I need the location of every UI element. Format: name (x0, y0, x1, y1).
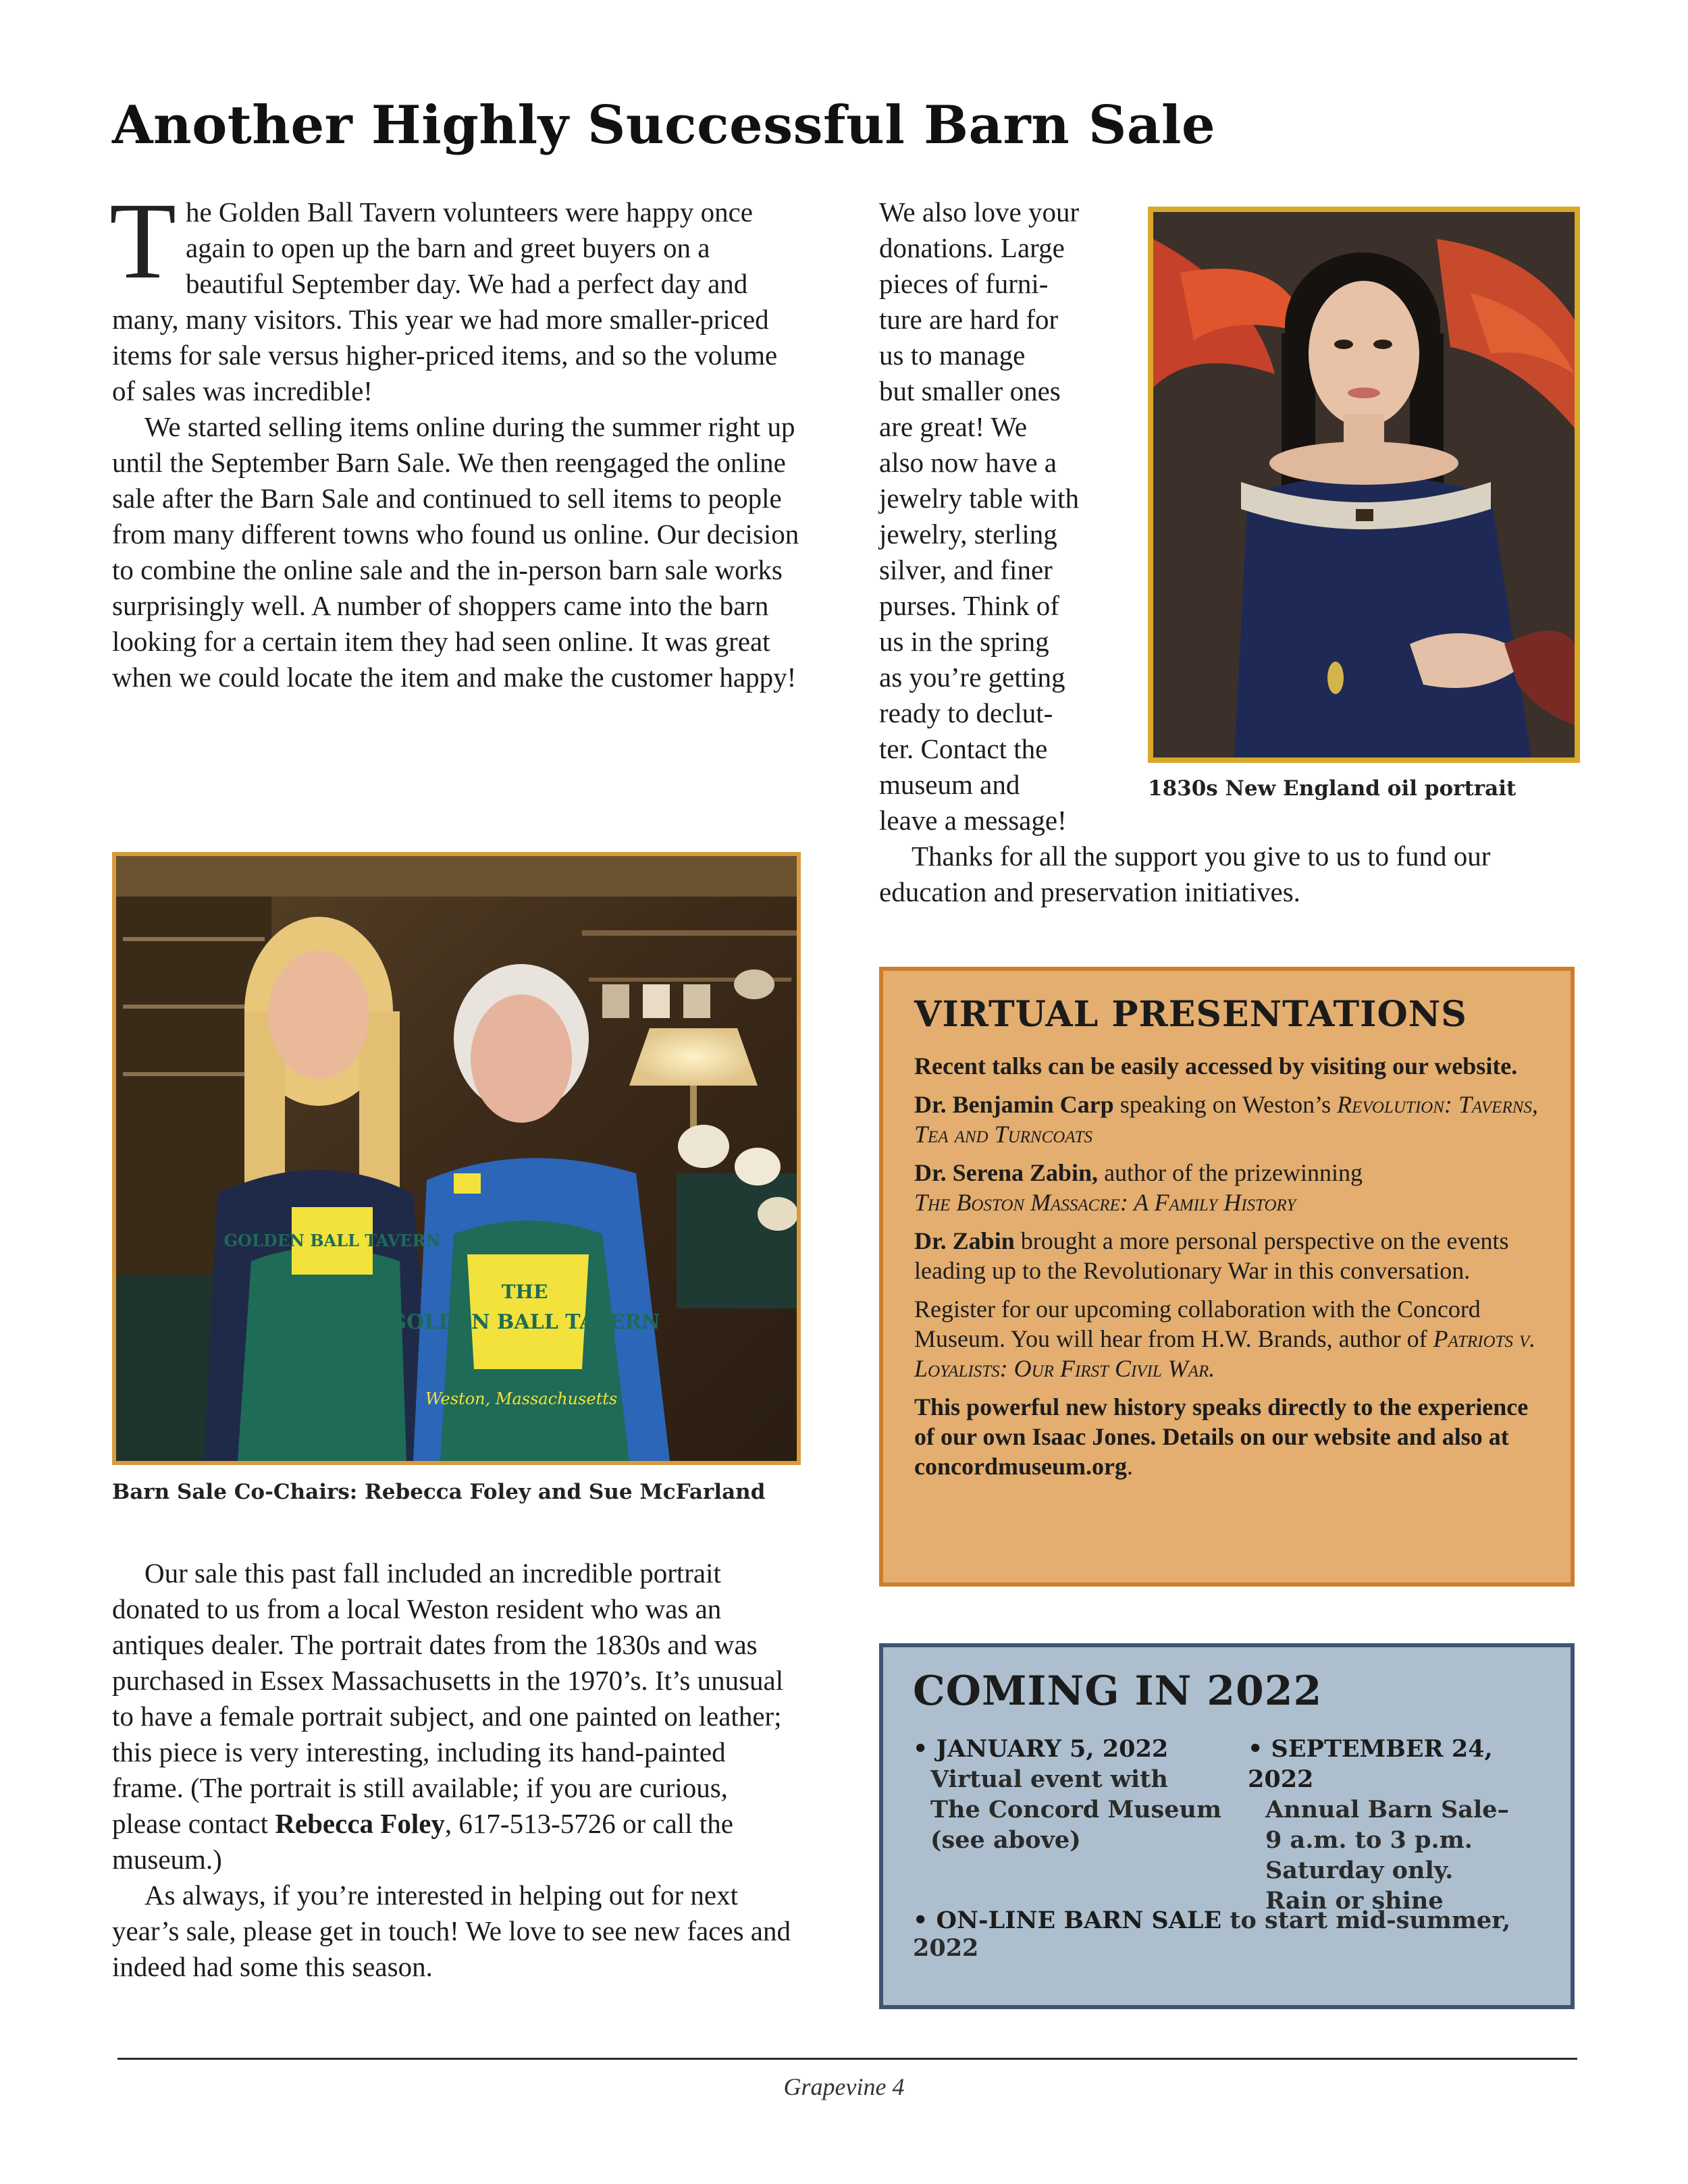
paragraph-2: We started selling items online during the summer right up until the September Barn Sale. We then reengaged the online sale after the Barn Sale and continued to sell items to people from many different towns who found us online. Our decision to combine the online sale and the in-person barn sale works surprisingly well. A number of shoppers came into the barn looking for a certain item they had seen online. It was great when we could locate the item and make the customer happy! (112, 411, 799, 693)
right-line: purses. Think of (879, 590, 1059, 621)
zabin2-text: brought a more personal perspective on the events leading up to the Revolutionary War in this conversation. (914, 1227, 1509, 1284)
coming-events (913, 1734, 1541, 1915)
event-line: The Concord Museum (930, 1796, 1221, 1823)
coming-heading: COMING IN 2022 (913, 1668, 1323, 1715)
right-line: ter. Contact the (879, 733, 1048, 764)
apron-right-top-text: THE (501, 1281, 548, 1303)
apron-right-text: GOLDEN BALL TAVERN (389, 1310, 660, 1334)
virtual-intro (914, 1051, 1539, 1081)
zabin2-name: Dr. Zabin (914, 1227, 1015, 1254)
right-line: jewelry, sterling (879, 518, 1057, 550)
paragraph-1 (109, 181, 803, 409)
right-line: also now have a (879, 447, 1057, 478)
final-entry (914, 1392, 1539, 1481)
co-chairs-photo (112, 852, 801, 1465)
portrait-illustration (1153, 212, 1575, 757)
zabin-book-title: The Boston Massacre: A Family History (914, 1189, 1296, 1216)
coming-2022-box (879, 1643, 1575, 2009)
photo-caption: Barn Sale Co-Chairs: Rebecca Foley and Sue McFarland (112, 1480, 766, 1504)
register-entry (914, 1294, 1539, 1383)
paragraph-4: As always, if you’re interested in helping out for next year’s sale, please get in touch! We love to see new faces and indeed had some this season. (112, 1880, 791, 1982)
zabin-detail (914, 1226, 1539, 1285)
right-line: ture are hard for (879, 304, 1059, 335)
paragraph-3 (112, 1555, 803, 1877)
event-date: • SEPTEMBER 24, 2022 (1248, 1735, 1493, 1793)
footer-divider (117, 2058, 1577, 2060)
event-line: (see above) (930, 1826, 1081, 1854)
virtual-heading: VIRTUAL PRESENTATIONS (914, 994, 1467, 1035)
zabin-entry (914, 1158, 1539, 1217)
right-line: donations. Large (879, 232, 1065, 263)
contact-name: Rebecca Foley (275, 1808, 445, 1839)
drop-cap: T (109, 181, 176, 302)
barn-photo-illustration (116, 856, 797, 1461)
paragraph-3-end: , 617-513-5726 or call the museum.) (112, 1808, 733, 1875)
carp-book-title: Revolution: Taverns, Tea and Turncoats (914, 1091, 1538, 1148)
right-line: pieces of furni- (879, 268, 1049, 299)
apron-town-text: Weston, Massachusetts (425, 1389, 618, 1408)
zabin-text: author of the prizewinning (1098, 1159, 1363, 1186)
event-line: 9 a.m. to 3 p.m. (1265, 1826, 1473, 1854)
event-line: Saturday only. (1265, 1857, 1454, 1884)
concord-museum-link[interactable]: concordmuseum.org (914, 1453, 1127, 1480)
event-september (1248, 1734, 1541, 1916)
online-sale-text: to start mid-summer, 2022 (913, 1907, 1511, 1962)
paragraph-1-text: he Golden Ball Tavern volunteers were happy once again to open up the barn and greet buyers on a beautiful September day. We had a perfect day and many, many visitors. This year we had more smaller-priced items for sale versus higher-priced items, and so the volume of sales was incredible! (112, 196, 778, 406)
page-footer: Grapevine 4 (783, 2073, 905, 2100)
right-line: leave a message! (879, 805, 1067, 836)
apron-left-text: GOLDEN BALL TAVERN (223, 1231, 441, 1250)
register-text: Register for our upcoming collaboration with the Concord Museum. You will hear from H.W. Brands, author of (914, 1296, 1481, 1352)
event-line: Rain or shine (1265, 1887, 1444, 1915)
paragraph-3-start: Our sale this past fall included an incredible portrait donated to us from a local Weston resident who was an antiques dealer. The portrait dates from the 1830s and was purchased in Essex Massachusetts in the 1970’s. It’s unusual to have a female portrait subject, and one painted on leather; this piece is very interesting, including its hand-painted frame. (The portrait is still available; if you are curious, please contact (112, 1557, 784, 1839)
final-end: . (1126, 1453, 1133, 1480)
event-line: Annual Barn Sale– (1265, 1796, 1510, 1823)
portrait-caption: 1830s New England oil portrait (1148, 776, 1516, 801)
carp-name: Dr. Benjamin Carp (914, 1091, 1114, 1118)
right-line: but smaller ones (879, 375, 1061, 406)
event-date: • JANUARY 5, 2022 (913, 1735, 1169, 1763)
event-line: Virtual event with (930, 1765, 1168, 1793)
final-text: This powerful new history speaks directly to the experience of our own Isaac Jones. Details on our website and also at (914, 1393, 1529, 1450)
left-column-top (109, 181, 803, 695)
article-title: Another Highly Successful Barn Sale (112, 95, 1216, 156)
right-line: us in the spring (879, 626, 1049, 657)
left-column-bottom (112, 1555, 803, 1985)
right-line: silver, and finer (879, 554, 1053, 585)
brands-book-title: Patriots v. Loyalists: Our First Civil War. (914, 1325, 1536, 1382)
thanks-paragraph (879, 838, 1581, 910)
right-column-text (879, 194, 1142, 838)
right-line: jewelry table with (879, 483, 1080, 514)
right-line: are great! We (879, 411, 1028, 442)
zabin-name: Dr. Serena Zabin, (914, 1159, 1099, 1186)
right-line: us to manage (879, 340, 1026, 371)
virtual-presentations-box (879, 967, 1575, 1587)
event-january (913, 1734, 1221, 1855)
right-line: as you’re getting (879, 662, 1065, 693)
right-line: museum and (879, 769, 1020, 800)
right-line: ready to declut- (879, 697, 1053, 728)
right-line: We also love your (879, 196, 1080, 228)
virtual-intro-text: Recent talks can be easily accessed by visiting our website. (914, 1053, 1518, 1080)
carp-text: speaking on Weston’s (1113, 1091, 1338, 1118)
carp-entry (914, 1090, 1539, 1149)
online-sale-label: • ON-LINE BARN SALE (913, 1907, 1222, 1934)
thanks-text: Thanks for all the support you give to us to fund our education and preservation initiatives. (879, 841, 1491, 907)
oil-portrait (1148, 207, 1580, 763)
